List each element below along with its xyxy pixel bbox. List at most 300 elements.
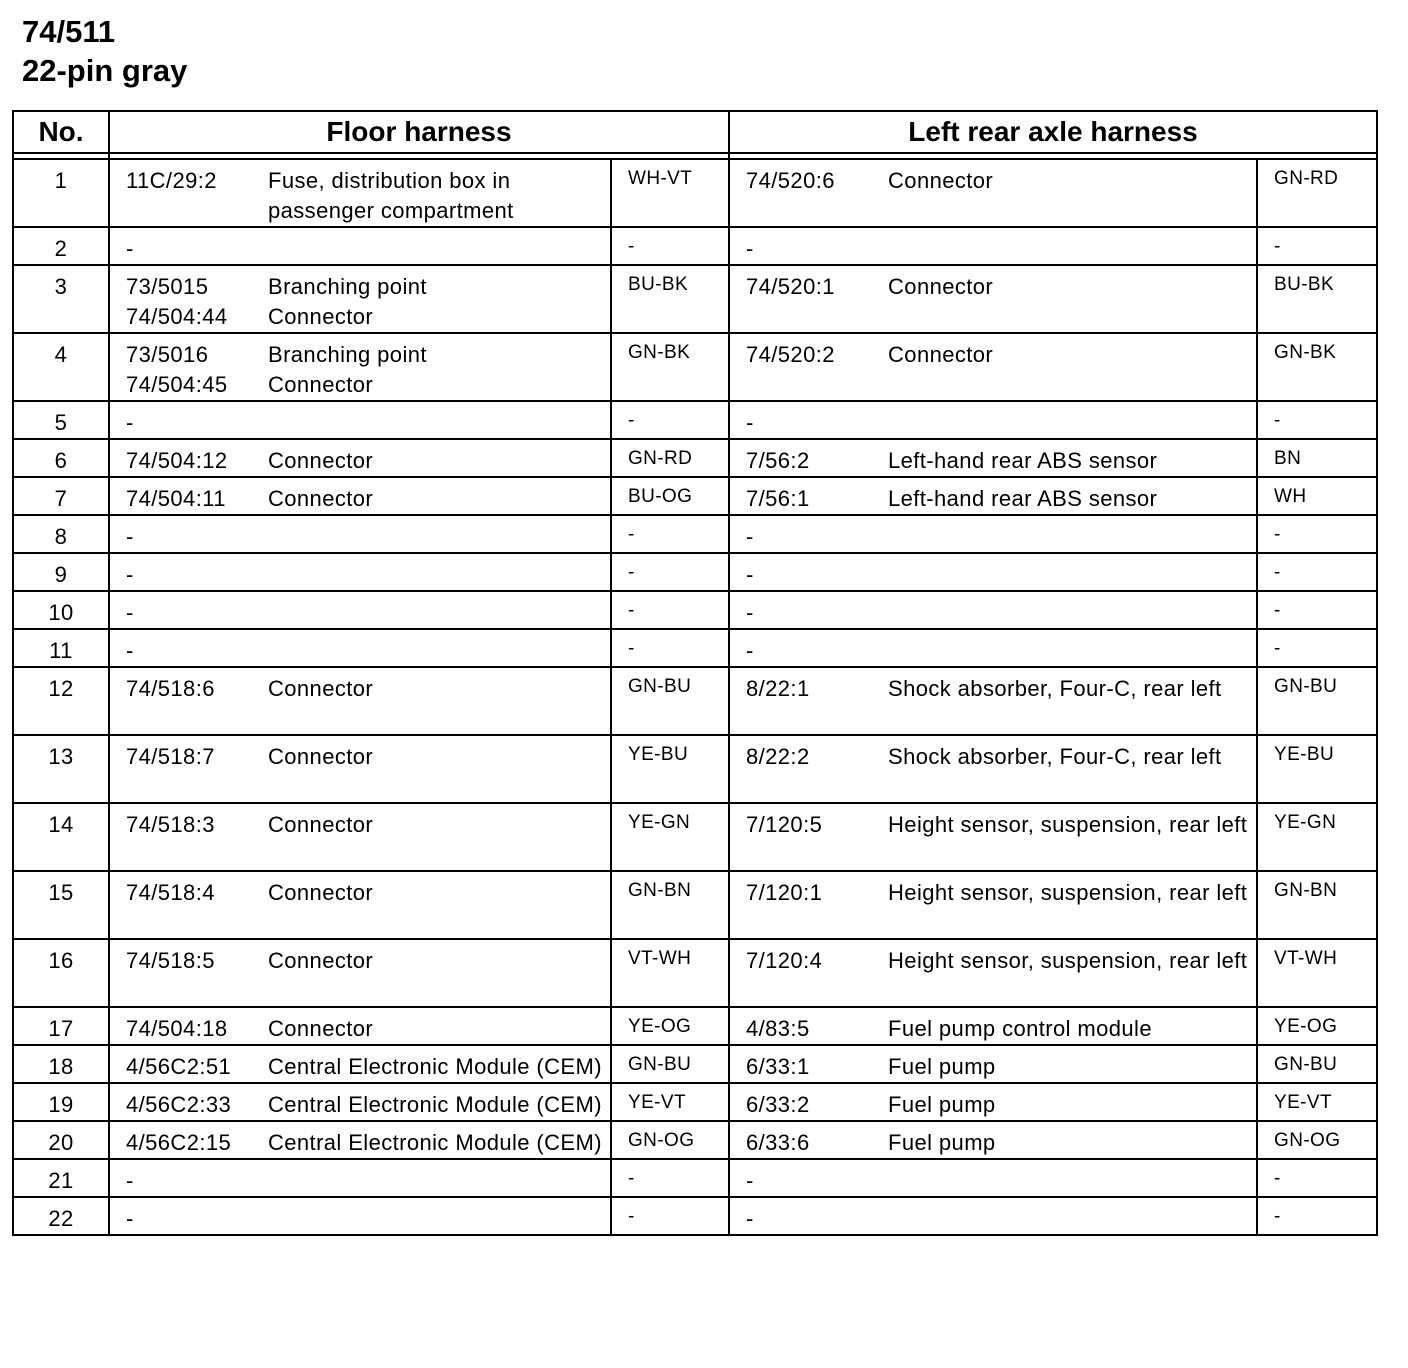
rear-harness bbox=[730, 478, 1256, 514]
floor-harness-description bbox=[268, 1204, 610, 1234]
description-line: Connector bbox=[268, 486, 374, 511]
ref-line: 4/56C2:33 bbox=[126, 1092, 232, 1117]
rear-wire-color-cell bbox=[1257, 265, 1377, 333]
floor-harness bbox=[110, 440, 610, 476]
floor-harness-description bbox=[268, 560, 610, 590]
floor-harness-description bbox=[268, 1052, 610, 1082]
floor-harness-description bbox=[268, 1166, 610, 1196]
rear-harness-ref bbox=[730, 1204, 888, 1234]
description-line: Fuel pump control module bbox=[888, 1016, 1152, 1041]
rear-wire-color: YE-VT bbox=[1274, 1092, 1332, 1113]
floor-wire-color-cell bbox=[611, 1121, 729, 1159]
rear-harness-ref bbox=[730, 446, 888, 476]
floor-wire-color: GN-OG bbox=[628, 1130, 695, 1151]
table-row bbox=[13, 629, 1377, 667]
pin-number-cell bbox=[13, 1159, 109, 1197]
floor-harness-cell bbox=[109, 667, 611, 735]
rear-harness-cell bbox=[729, 591, 1257, 629]
floor-harness-ref bbox=[110, 1128, 268, 1158]
rear-harness bbox=[730, 804, 1256, 840]
rear-harness bbox=[730, 228, 1256, 264]
ref-line: - bbox=[746, 562, 754, 587]
pin-number-cell bbox=[13, 591, 109, 629]
rear-harness-cell bbox=[729, 629, 1257, 667]
floor-harness-cell bbox=[109, 1045, 611, 1083]
floor-harness-ref bbox=[110, 878, 268, 908]
rear-wire-color: GN-BK bbox=[1274, 342, 1337, 363]
rear-wire-color: - bbox=[1274, 600, 1281, 621]
rear-wire-color: GN-BN bbox=[1274, 880, 1338, 901]
description-line: Fuse, distribution box in passenger compartment bbox=[268, 168, 514, 223]
pin-number: 10 bbox=[48, 600, 74, 625]
rear-harness bbox=[730, 630, 1256, 666]
rear-harness-description bbox=[888, 408, 1256, 438]
floor-wire-color: VT-WH bbox=[628, 948, 692, 969]
floor-harness-ref bbox=[110, 1166, 268, 1196]
ref-line: 7/120:5 bbox=[746, 812, 823, 837]
pin-number: 2 bbox=[54, 236, 68, 261]
ref-line: - bbox=[746, 1168, 754, 1193]
rear-harness-ref bbox=[730, 636, 888, 666]
floor-wire-color-cell bbox=[611, 629, 729, 667]
rear-harness-ref bbox=[730, 1128, 888, 1158]
floor-wire-color: YE-OG bbox=[628, 1016, 692, 1037]
pin-number: 12 bbox=[48, 676, 74, 701]
rear-harness-ref bbox=[730, 674, 888, 704]
rear-wire-color: - bbox=[1274, 524, 1281, 545]
rear-harness-cell bbox=[729, 939, 1257, 1007]
table-row bbox=[13, 553, 1377, 591]
ref-line: 4/56C2:51 bbox=[126, 1054, 232, 1079]
rear-harness-description bbox=[888, 234, 1256, 264]
floor-harness bbox=[110, 160, 610, 226]
pin-number: 7 bbox=[54, 486, 68, 511]
rear-harness-ref bbox=[730, 810, 888, 840]
floor-harness-description bbox=[268, 636, 610, 666]
floor-wire-color: GN-BK bbox=[628, 342, 691, 363]
floor-harness-description bbox=[268, 1128, 610, 1158]
pin-number-cell bbox=[13, 871, 109, 939]
rear-harness bbox=[730, 592, 1256, 628]
floor-harness-cell bbox=[109, 1197, 611, 1235]
column-header-left-rear-axle-harness: Left rear axle harness bbox=[729, 111, 1377, 153]
floor-wire-color: - bbox=[628, 638, 635, 659]
pin-number: 11 bbox=[49, 638, 73, 663]
rear-wire-color-cell bbox=[1257, 667, 1377, 735]
table-row bbox=[13, 333, 1377, 401]
floor-harness-description bbox=[268, 810, 610, 840]
floor-wire-color: - bbox=[628, 600, 635, 621]
description-line: Central Electronic Module (CEM) bbox=[268, 1130, 602, 1155]
pin-number-cell bbox=[13, 939, 109, 1007]
ref-line: 74/518:6 bbox=[126, 676, 215, 701]
rear-harness bbox=[730, 402, 1256, 438]
pin-number: 1 bbox=[54, 168, 68, 193]
floor-harness-ref bbox=[110, 810, 268, 840]
floor-harness-cell bbox=[109, 401, 611, 439]
ref-line: - bbox=[746, 410, 754, 435]
rear-harness bbox=[730, 516, 1256, 552]
rear-harness-ref bbox=[730, 1014, 888, 1044]
ref-line: 74/520:1 bbox=[746, 274, 835, 299]
rear-harness-ref bbox=[730, 560, 888, 590]
rear-harness-description bbox=[888, 946, 1256, 976]
ref-line: - bbox=[126, 524, 134, 549]
rear-wire-color-cell bbox=[1257, 553, 1377, 591]
ref-line: 74/518:3 bbox=[126, 812, 215, 837]
table-row bbox=[13, 591, 1377, 629]
ref-line: 6/33:1 bbox=[746, 1054, 810, 1079]
pin-number: 8 bbox=[54, 524, 68, 549]
floor-wire-color-cell bbox=[611, 333, 729, 401]
ref-line: 74/504:12 bbox=[126, 448, 228, 473]
rear-harness-description bbox=[888, 1052, 1256, 1082]
ref-line: 74/504:11 bbox=[126, 486, 226, 511]
rear-harness-description bbox=[888, 674, 1256, 704]
description-line: Connector bbox=[268, 676, 374, 701]
description-line: Branching point bbox=[268, 342, 427, 367]
rear-wire-color: - bbox=[1274, 236, 1281, 257]
floor-harness-description bbox=[268, 1014, 610, 1044]
rear-harness-description bbox=[888, 166, 1256, 196]
floor-harness-cell bbox=[109, 227, 611, 265]
pin-number-cell bbox=[13, 333, 109, 401]
ref-line: 6/33:6 bbox=[746, 1130, 810, 1155]
floor-wire-color-cell bbox=[611, 439, 729, 477]
floor-wire-color-cell bbox=[611, 553, 729, 591]
ref-line: - bbox=[126, 1168, 134, 1193]
floor-harness-cell bbox=[109, 939, 611, 1007]
floor-harness-cell bbox=[109, 159, 611, 227]
pin-number: 3 bbox=[54, 274, 68, 299]
floor-harness bbox=[110, 1008, 610, 1044]
rear-harness bbox=[730, 1198, 1256, 1234]
rear-harness-ref bbox=[730, 878, 888, 908]
rear-wire-color: YE-GN bbox=[1274, 812, 1337, 833]
floor-harness-description bbox=[268, 272, 610, 332]
floor-harness-description bbox=[268, 408, 610, 438]
ref-line: 7/120:4 bbox=[746, 948, 823, 973]
floor-wire-color: BU-BK bbox=[628, 274, 689, 295]
rear-wire-color-cell bbox=[1257, 1197, 1377, 1235]
rear-harness-description bbox=[888, 340, 1256, 370]
floor-harness-cell bbox=[109, 1121, 611, 1159]
floor-harness bbox=[110, 668, 610, 704]
ref-line: 4/83:5 bbox=[746, 1016, 810, 1041]
description-line: Fuel pump bbox=[888, 1054, 996, 1079]
pin-number-cell bbox=[13, 265, 109, 333]
floor-harness-cell bbox=[109, 553, 611, 591]
ref-line: 73/5015 bbox=[126, 274, 209, 299]
pin-number: 14 bbox=[48, 812, 74, 837]
ref-line: 11C/29:2 bbox=[126, 168, 217, 193]
rear-harness-ref bbox=[730, 340, 888, 370]
table-row bbox=[13, 401, 1377, 439]
rear-harness-ref bbox=[730, 1090, 888, 1120]
floor-harness-ref bbox=[110, 1090, 268, 1120]
ref-line: - bbox=[126, 1206, 134, 1231]
ref-line: 6/33:2 bbox=[746, 1092, 810, 1117]
rear-wire-color-cell bbox=[1257, 803, 1377, 871]
pin-number-cell bbox=[13, 227, 109, 265]
rear-harness bbox=[730, 334, 1256, 370]
floor-harness-cell bbox=[109, 871, 611, 939]
rear-wire-color: - bbox=[1274, 562, 1281, 583]
pin-number-cell bbox=[13, 439, 109, 477]
pin-number: 13 bbox=[48, 744, 74, 769]
rear-harness-cell bbox=[729, 1121, 1257, 1159]
rear-harness-ref bbox=[730, 946, 888, 976]
rear-wire-color: GN-BU bbox=[1274, 676, 1338, 697]
floor-wire-color: - bbox=[628, 1206, 635, 1227]
rear-harness-ref bbox=[730, 742, 888, 772]
ref-line: 73/5016 bbox=[126, 342, 209, 367]
floor-harness-ref bbox=[110, 742, 268, 772]
rear-harness bbox=[730, 668, 1256, 704]
floor-harness-cell bbox=[109, 477, 611, 515]
ref-line: - bbox=[126, 236, 134, 261]
rear-harness-ref bbox=[730, 522, 888, 552]
ref-line: 7/120:1 bbox=[746, 880, 823, 905]
floor-harness-cell bbox=[109, 803, 611, 871]
floor-harness-ref bbox=[110, 636, 268, 666]
pin-number-cell bbox=[13, 1197, 109, 1235]
description-line: Fuel pump bbox=[888, 1130, 996, 1155]
pin-number: 22 bbox=[48, 1206, 74, 1231]
floor-harness-cell bbox=[109, 265, 611, 333]
ref-line: 74/504:44 bbox=[126, 304, 228, 329]
floor-wire-color: BU-OG bbox=[628, 486, 693, 507]
floor-wire-color-cell bbox=[611, 667, 729, 735]
floor-wire-color: WH-VT bbox=[628, 168, 693, 189]
floor-harness bbox=[110, 402, 610, 438]
description-line: Connector bbox=[268, 812, 374, 837]
rear-harness bbox=[730, 440, 1256, 476]
floor-wire-color: GN-RD bbox=[628, 448, 693, 469]
rear-harness-description bbox=[888, 522, 1256, 552]
rear-wire-color-cell bbox=[1257, 1007, 1377, 1045]
floor-harness-cell bbox=[109, 1083, 611, 1121]
pin-number: 18 bbox=[48, 1054, 74, 1079]
table-row bbox=[13, 515, 1377, 553]
floor-harness-description bbox=[268, 674, 610, 704]
table-row bbox=[13, 265, 1377, 333]
description-line: Central Electronic Module (CEM) bbox=[268, 1092, 602, 1117]
pin-number: 20 bbox=[48, 1130, 74, 1155]
floor-harness-ref bbox=[110, 1204, 268, 1234]
floor-wire-color-cell bbox=[611, 871, 729, 939]
rear-wire-color: GN-OG bbox=[1274, 1130, 1341, 1151]
rear-wire-color: GN-BU bbox=[1274, 1054, 1338, 1075]
floor-harness-ref bbox=[110, 598, 268, 628]
description-line: Branching point bbox=[268, 274, 427, 299]
ref-line: 74/520:2 bbox=[746, 342, 835, 367]
description-line: Connector bbox=[268, 304, 374, 329]
floor-harness-description bbox=[268, 946, 610, 976]
pin-number-cell bbox=[13, 515, 109, 553]
rear-wire-color: WH bbox=[1274, 486, 1307, 507]
floor-wire-color: - bbox=[628, 524, 635, 545]
rear-wire-color: - bbox=[1274, 1206, 1281, 1227]
rear-harness-cell bbox=[729, 803, 1257, 871]
floor-wire-color-cell bbox=[611, 1083, 729, 1121]
rear-harness bbox=[730, 160, 1256, 196]
rear-harness-cell bbox=[729, 515, 1257, 553]
rear-harness bbox=[730, 940, 1256, 976]
rear-harness bbox=[730, 872, 1256, 908]
description-line: Connector bbox=[888, 342, 994, 367]
connector-id: 74/511 bbox=[22, 14, 116, 49]
rear-harness-cell bbox=[729, 871, 1257, 939]
rear-harness-description bbox=[888, 878, 1256, 908]
description-line: Connector bbox=[268, 948, 374, 973]
floor-harness-ref bbox=[110, 1052, 268, 1082]
floor-wire-color-cell bbox=[611, 401, 729, 439]
floor-wire-color: YE-VT bbox=[628, 1092, 686, 1113]
pin-number-cell bbox=[13, 803, 109, 871]
floor-harness-ref bbox=[110, 234, 268, 264]
rear-harness-cell bbox=[729, 333, 1257, 401]
rear-harness-cell bbox=[729, 227, 1257, 265]
floor-harness bbox=[110, 478, 610, 514]
rear-wire-color: - bbox=[1274, 410, 1281, 431]
rear-harness-description bbox=[888, 636, 1256, 666]
floor-harness-cell bbox=[109, 735, 611, 803]
rear-wire-color-cell bbox=[1257, 871, 1377, 939]
description-line: Left-hand rear ABS sensor bbox=[888, 486, 1158, 511]
rear-harness-cell bbox=[729, 553, 1257, 591]
rear-wire-color: YE-OG bbox=[1274, 1016, 1338, 1037]
floor-wire-color: YE-BU bbox=[628, 744, 689, 765]
rear-harness-description bbox=[888, 810, 1256, 840]
pin-number: 16 bbox=[48, 948, 74, 973]
column-header-no: No. bbox=[13, 111, 109, 153]
floor-harness-cell bbox=[109, 333, 611, 401]
floor-harness-ref bbox=[110, 522, 268, 552]
rear-wire-color-cell bbox=[1257, 401, 1377, 439]
floor-wire-color-cell bbox=[611, 477, 729, 515]
pin-number-cell bbox=[13, 735, 109, 803]
pin-number-cell bbox=[13, 1007, 109, 1045]
rear-harness-cell bbox=[729, 159, 1257, 227]
ref-line: 74/518:4 bbox=[126, 880, 215, 905]
pin-number-cell bbox=[13, 159, 109, 227]
floor-harness-cell bbox=[109, 629, 611, 667]
rear-wire-color-cell bbox=[1257, 1045, 1377, 1083]
pin-number: 21 bbox=[48, 1168, 74, 1193]
rear-wire-color: - bbox=[1274, 638, 1281, 659]
table-row bbox=[13, 871, 1377, 939]
description-line: Connector bbox=[268, 372, 374, 397]
pin-number-cell bbox=[13, 477, 109, 515]
rear-harness-ref bbox=[730, 598, 888, 628]
rear-harness-ref bbox=[730, 234, 888, 264]
column-header-floor-harness: Floor harness bbox=[109, 111, 729, 153]
rear-wire-color-cell bbox=[1257, 591, 1377, 629]
rear-wire-color-cell bbox=[1257, 515, 1377, 553]
rear-harness bbox=[730, 1122, 1256, 1158]
ref-line: 8/22:2 bbox=[746, 744, 810, 769]
page-title bbox=[22, 12, 187, 90]
rear-wire-color-cell bbox=[1257, 227, 1377, 265]
rear-harness-description bbox=[888, 1166, 1256, 1196]
table-row bbox=[13, 1045, 1377, 1083]
floor-harness bbox=[110, 266, 610, 332]
rear-harness-ref bbox=[730, 272, 888, 302]
floor-harness bbox=[110, 872, 610, 908]
ref-line: 74/518:7 bbox=[126, 744, 215, 769]
floor-harness-cell bbox=[109, 439, 611, 477]
floor-harness bbox=[110, 516, 610, 552]
floor-harness-ref bbox=[110, 1014, 268, 1044]
rear-harness bbox=[730, 1084, 1256, 1120]
floor-harness bbox=[110, 1160, 610, 1196]
rear-harness-cell bbox=[729, 735, 1257, 803]
rear-harness-description bbox=[888, 560, 1256, 590]
floor-harness bbox=[110, 804, 610, 840]
rear-harness bbox=[730, 1008, 1256, 1044]
pin-number-cell bbox=[13, 553, 109, 591]
pin-number: 19 bbox=[48, 1092, 74, 1117]
table-header-row bbox=[13, 111, 1377, 153]
rear-harness-description bbox=[888, 1014, 1256, 1044]
floor-harness-description bbox=[268, 446, 610, 476]
rear-harness bbox=[730, 1160, 1256, 1196]
pin-number: 15 bbox=[48, 880, 74, 905]
floor-harness-cell bbox=[109, 1159, 611, 1197]
table-row bbox=[13, 159, 1377, 227]
floor-harness-ref bbox=[110, 340, 268, 400]
floor-wire-color: - bbox=[628, 410, 635, 431]
rear-wire-color-cell bbox=[1257, 1159, 1377, 1197]
ref-line: 74/520:6 bbox=[746, 168, 835, 193]
pin-number-cell bbox=[13, 667, 109, 735]
table-row bbox=[13, 1007, 1377, 1045]
table-row bbox=[13, 803, 1377, 871]
floor-harness-description bbox=[268, 878, 610, 908]
floor-wire-color: GN-BN bbox=[628, 880, 692, 901]
floor-wire-color: - bbox=[628, 1168, 635, 1189]
ref-line: - bbox=[746, 524, 754, 549]
ref-line: 7/56:2 bbox=[746, 448, 810, 473]
description-line: Left-hand rear ABS sensor bbox=[888, 448, 1158, 473]
floor-harness-ref bbox=[110, 446, 268, 476]
floor-harness bbox=[110, 592, 610, 628]
table-row bbox=[13, 1159, 1377, 1197]
description-line: Connector bbox=[268, 880, 374, 905]
rear-harness-description bbox=[888, 484, 1256, 514]
floor-wire-color-cell bbox=[611, 1159, 729, 1197]
table-row bbox=[13, 667, 1377, 735]
table-row bbox=[13, 439, 1377, 477]
pin-number: 5 bbox=[54, 410, 68, 435]
floor-harness-cell bbox=[109, 591, 611, 629]
rear-wire-color-cell bbox=[1257, 333, 1377, 401]
floor-wire-color: - bbox=[628, 562, 635, 583]
ref-line: 8/22:1 bbox=[746, 676, 810, 701]
floor-harness-ref bbox=[110, 166, 268, 226]
description-line: Central Electronic Module (CEM) bbox=[268, 1054, 602, 1079]
description-line: Height sensor, suspension, rear left bbox=[888, 880, 1248, 905]
table-row bbox=[13, 477, 1377, 515]
connector-description: 22-pin gray bbox=[22, 53, 188, 88]
pin-number-cell bbox=[13, 1045, 109, 1083]
description-line: Shock absorber, Four-C, rear left bbox=[888, 676, 1222, 701]
floor-harness bbox=[110, 334, 610, 400]
rear-wire-color-cell bbox=[1257, 477, 1377, 515]
floor-wire-color-cell bbox=[611, 1045, 729, 1083]
ref-line: - bbox=[746, 600, 754, 625]
